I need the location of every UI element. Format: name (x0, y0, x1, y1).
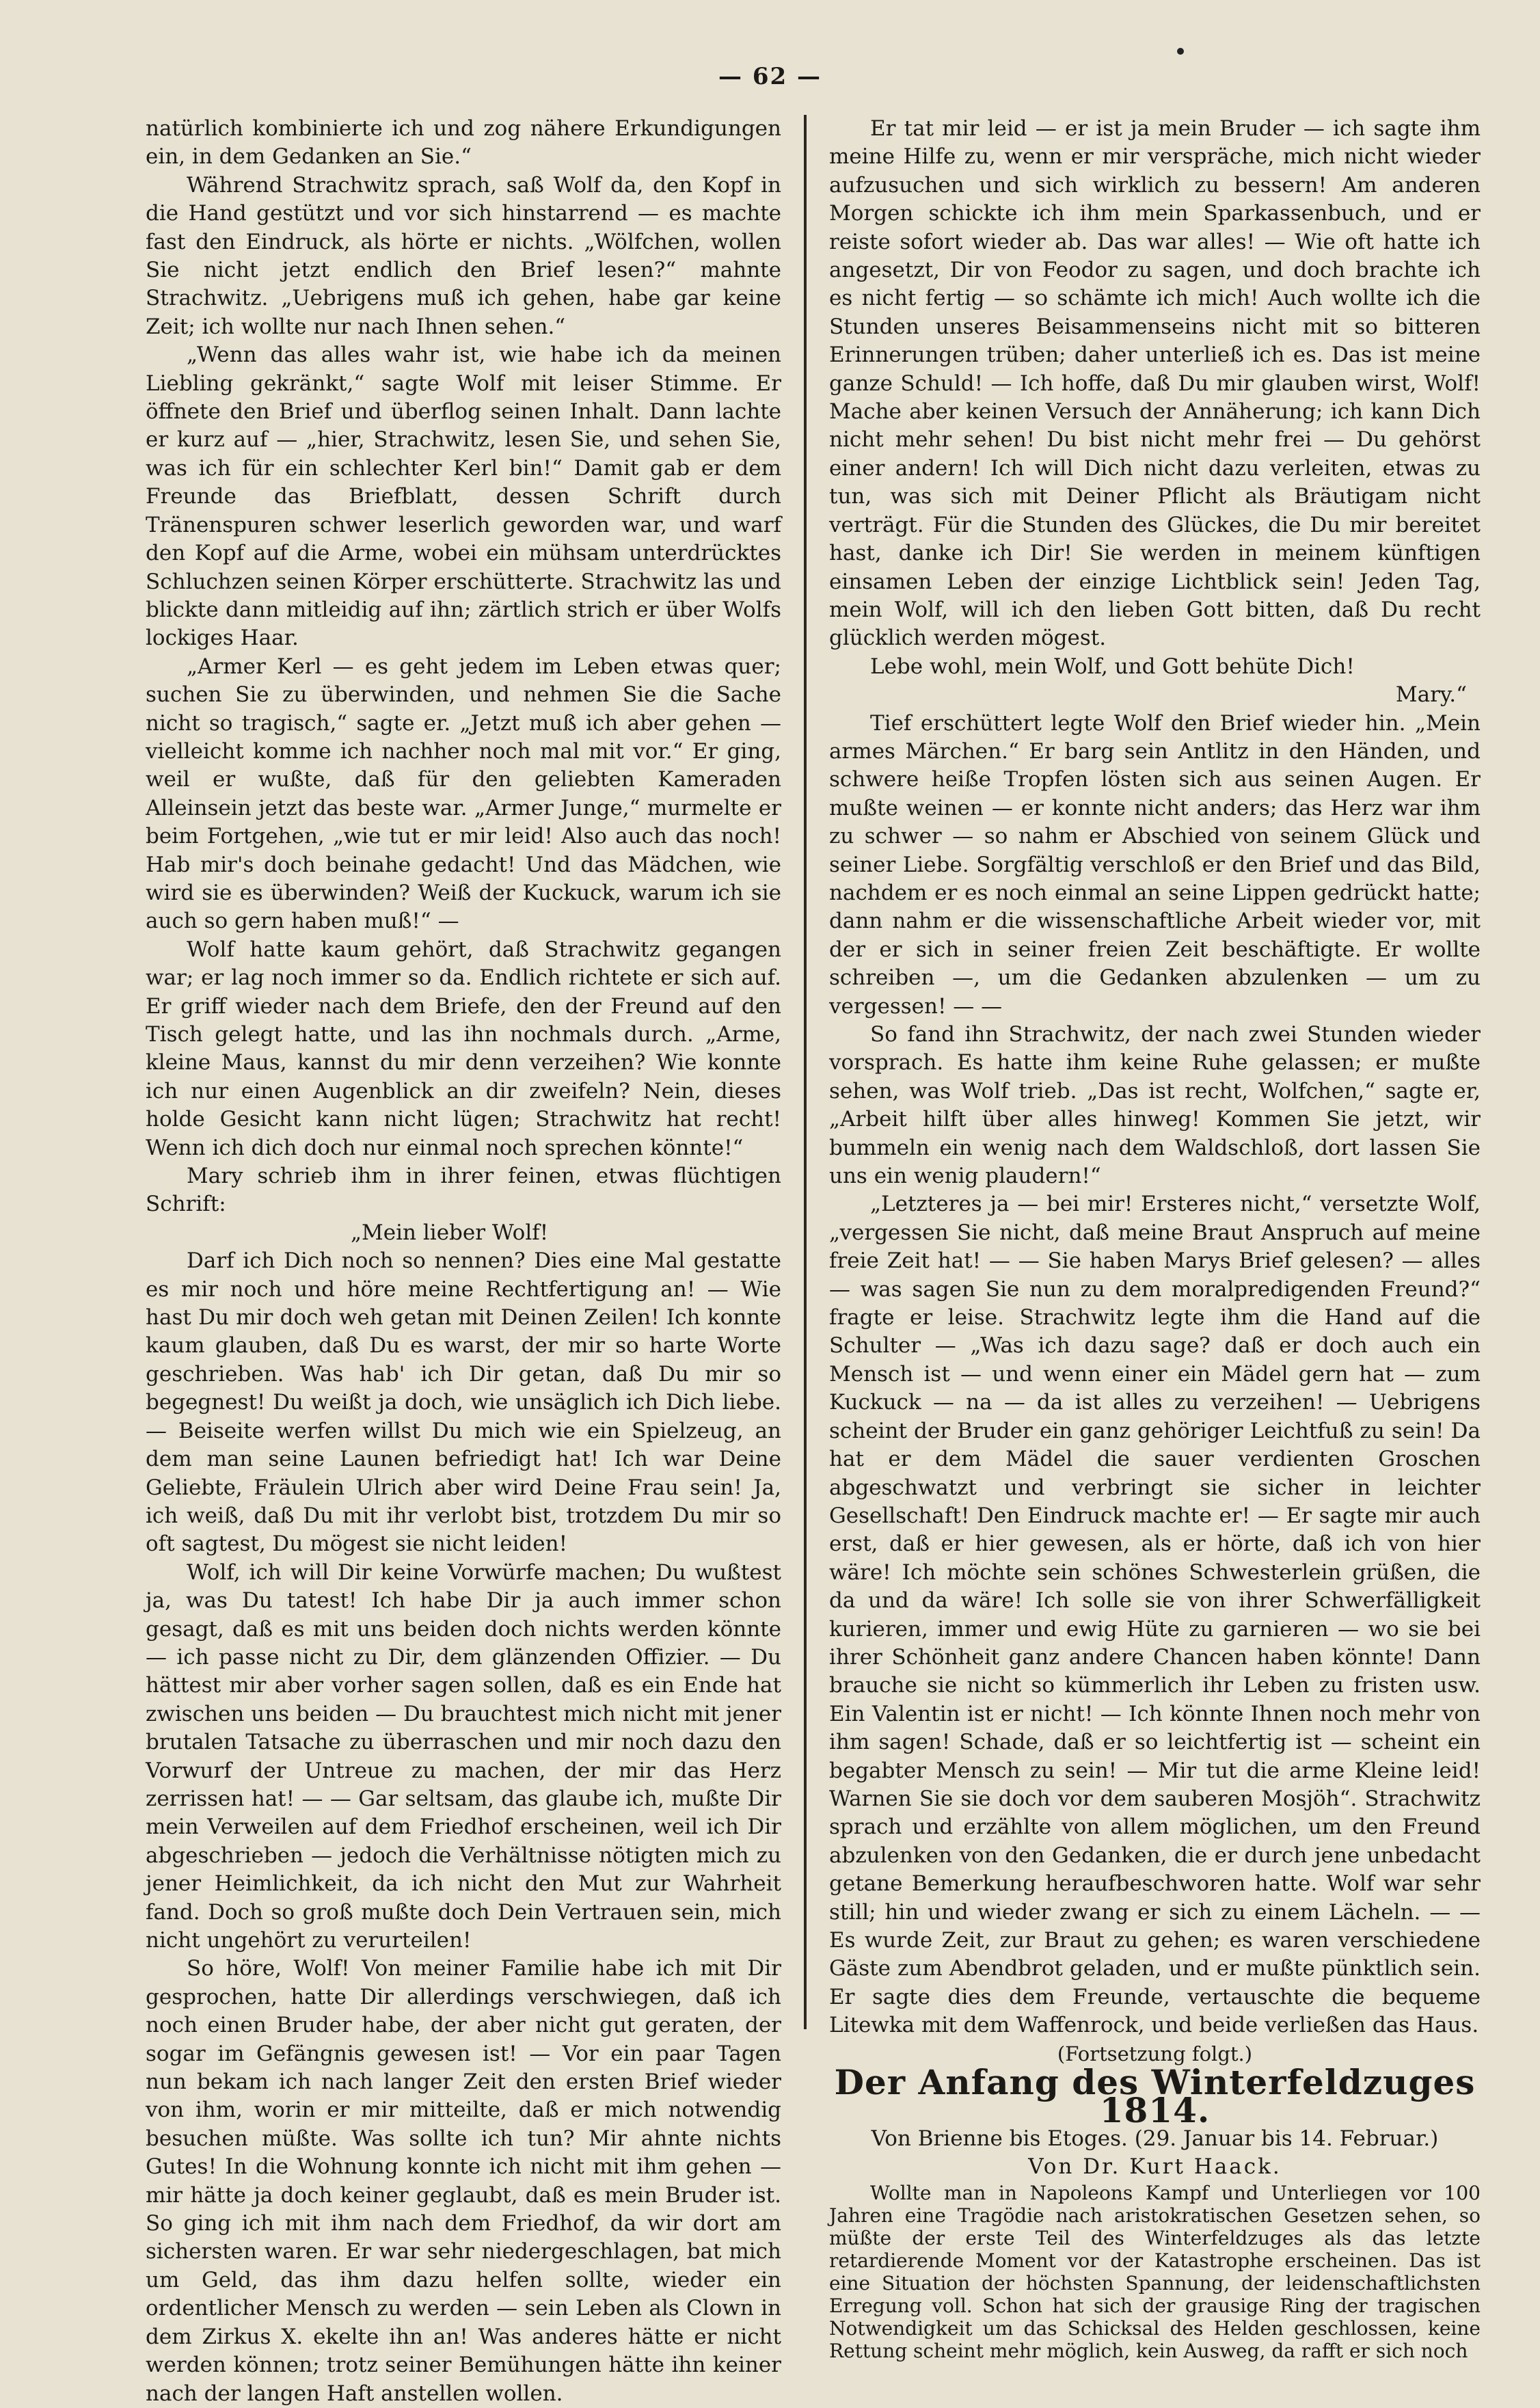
letter-paragraph: Darf ich Dich noch so nennen? Dies eine Mal gestatte es mir noch und höre meine Rechtfertigung an! — Wie hast Du mir doch weh getan mit Deinen Zeilen! Ich konnte kaum glauben, daß Du es warst, der mir so harte Worte geschrieben. Was hab' ich Dir getan, daß Du mir so begegnest! Du weißt ja doch, wie unsäglich ich Dich liebe. — Beiseite werfen willst Du mich wie ein Spielzeug, an dem man seine Launen befriedigt hat! Ich war Deine Geliebte, Fräulein Ulrich aber wird Deine Frau sein! Ja, ich weiß, daß Du mit ihr verlobt bist, trotzdem Du mir so oft sagtest, Du mögest sie nicht leiden! (146, 1248, 781, 1557)
paragraph: natürlich kombinierte ich und zog nähere Erkundigungen ein, in dem Gedanken an Sie.“ (146, 116, 781, 170)
letter-paragraph: So höre, Wolf! Von meiner Familie habe ich mit Dir gesprochen, hatte Dir allerdings verschwiegen, daß ich noch einen Bruder habe, der aber nicht gut geraten, der sogar im Gefängnis gewesen ist! — Vor ein paar Tagen nun bekam ich nach langer Zeit den ersten Brief wieder von ihm, worin er mir mitteilte, daß er mich notwendig besuchen müßte. Was sollte ich tun? Mir ahnte nichts Gutes! In die Wohnung konnte ich nicht mit ihm gehen — mir hätte ja doch keiner geglaubt, daß es mein Bruder ist. So ging ich mit ihm nach dem Friedhof, da wir dort am sichersten waren. Er war sehr niedergeschlagen, bat mich um Geld, das ihm dazu helfen sollte, wieder ein ordentlicher Mensch zu werden — sein Leben als Clown in dem Zirkus X. ekelte ihn an! Was anderes hätte er nicht werden können; trotz seiner Bemühungen hätte ihn keiner nach der langen Haft anstellen wollen. (146, 1956, 781, 2406)
letter-paragraph: Er tat mir leid — er ist ja mein Bruder — ich sagte ihm meine Hilfe zu, wenn er mir verspräche, mich nicht wieder aufzusuchen und sich wirklich zu bessern! Am anderen Morgen schickte ich ihm mein Sparkassenbuch, und er reiste sofort wieder ab. Das war alles! — Wie oft hatte ich angesetzt, Dir von Feodor zu sagen, und doch brachte ich es nicht fertig — so schämte ich mich! Auch wollte ich die Stunden unseres Beisammenseins nicht mit so bitteren Erinnerungen trüben; daher unterließ ich es. Das ist meine ganze Schuld! — Ich hoffe, daß Du mir glauben wirst, Wolf! Mache aber keinen Versuch der Annäherung; ich kann Dich nicht mehr sehen! Du bist nicht mehr frei — Du gehörst einer andern! Ich will Dich nicht dazu verleiten, etwas zu tun, was sich mit Deiner Pflicht als Bräutigam nicht verträgt. Für die Stunden des Glückes, die Du mir bereitet hast, danke ich Dir! Sie werden in meinem künftigen einsamen Leben der einzige Lichtblick sein! Jeden Tag, mein Wolf, will ich den lieben Gott bitten, daß Du recht glücklich werden mögest. (829, 116, 1481, 651)
paragraph: Während Strachwitz sprach, saß Wolf da, den Kopf in die Hand gestützt und vor sich hinstarrend — es machte fast den Eindruck, als hörte er nichts. „Wölfchen, wollen Sie nicht jetzt endlich den Brief lesen?“ mahnte Strachwitz. „Uebrigens muß ich gehen, habe gar keine Zeit; ich wollte nur nach Ihnen sehen.“ (146, 172, 781, 339)
letter-signature: Mary.“ (1395, 682, 1467, 708)
letter-salutation: „Mein lieber Wolf! (351, 1220, 549, 1245)
paragraph: „Wenn das alles wahr ist, wie habe ich da meinen Liebling gekränkt,“ sagte Wolf mit leiser Stimme. Er öffnete den Brief und überflog seinen Inhalt. Dann lachte er kurz auf — „hier, Strachwitz, lesen Sie, und sehen Sie, was ich für ein schlechter Kerl bin!“ Damit gab er dem Freunde das Briefblatt, dessen Schrift durch Tränenspuren schwer leserlich geworden war, und warf den Kopf auf die Arme, wobei ein mühsam unterdrücktes Schluchzen seinen Körper erschütterte. Strachwitz las und blickte dann mitleidig auf ihn; zärtlich strich er über Wolfs lockiges Haar. (146, 343, 781, 651)
paragraph: Tief erschüttert legte Wolf den Brief wieder hin. „Mein armes Märchen.“ Er barg sein Antlitz in den Händen, und schwere heiße Tropfen lösten sich aus seinen Augen. Er mußte weinen — er konnte nicht anders; das Herz war ihm zu schwer — so nahm er Abschied von seinem Glück und seiner Liebe. Sorgfältig verschloß er den Brief und das Bild, nachdem er es noch einmal an seine Lippen gedrückt hatte; dann nahm er die wissenschaftliche Arbeit wieder vor, mit der er sich in seiner freien Zeit beschäftigte. Er wollte schreiben —, um die Gedanken abzulenken — um zu vergessen! — — (829, 710, 1481, 1019)
article-subtitle: Von Brienne bis Etoges. (29. Januar bis 14. Februar.) (871, 2126, 1439, 2151)
paragraph: Wolf hatte kaum gehört, daß Strachwitz gegangen war; er lag noch immer so da. Endlich richtete er sich auf. Er griff wieder nach dem Briefe, den der Freund auf den Tisch gelegt hatte, und las ihn nochmals durch. „Arme, kleine Maus, kannst du mir denn verzeihen? Wie konnte ich nur einen Augenblick an dir zweifeln? Nein, dieses holde Gesicht kann nicht lügen; Strachwitz hat recht! Wenn ich dich doch nur einmal noch sprechen könnte!“ (146, 937, 781, 1160)
paragraph: „Letzteres ja — bei mir! Ersteres nicht,“ versetzte Wolf, „vergessen Sie nicht, daß meine Braut Anspruch auf meine freie Zeit hat! — — Sie haben Marys Brief gelesen? — alles — was sagen Sie nun zu dem moralpredigenden Freund?“ fragte er leise. Strachwitz legte ihm die Hand auf die Schulter — „Was ich dazu sage? daß er doch auch ein Mensch ist — und wenn einer ein Mädel gern hat — zum Kuckuck — na — da ist alles zu verzeihen! — Uebrigens scheint der Bruder ein ganz gehöriger Leichtfuß zu sein! Da hat er dem Mädel die sauer verdienten Groschen abgeschwatzt und verbringt sie sicher in leichter Gesellschaft! Den Eindruck machte er! — Er sagte mir auch erst, daß er hier gewesen, als er hörte, daß ich von hier wäre! Ich möchte sein schönes Schwesterlein grüßen, die da und da wäre! Ich solle sie von ihrer Schwerfälligkeit kurieren, immer und ewig Hüte zu garnieren — wo sie bei ihrer Schönheit ganz andere Chancen haben könnte! Dann brauche sie nicht so kümmerlich ihr Leben zu fristen usw. Ein Valentin ist er nicht! — Ich könnte Ihnen noch mehr von ihm sagen! Schade, daß er so leichtfertig ist — scheint ein begabter Mensch zu sein! — Mir tut die arme Kleine leid! Warnen Sie sie doch vor dem sauberen Mosjöh“. Strachwitz sprach und erzählte von allem möglichen, um den Freund abzulenken von den Gedanken, die er durch jene unbedacht getane Bemerkung heraufbeschworen hatte. Wolf war sehr still; hin und wieder zwang er sich zu einem Lächeln. — — Es wurde Zeit, zur Braut zu gehen; es waren verschiedene Gäste zum Abendbrot geladen, und er mußte pünktlich sein. Er sagte dies dem Freunde, vertauschte die bequeme Litewka mit dem Waffenrock, und beide verließen das Haus. (829, 1192, 1481, 2038)
page-number: — 62 — (718, 63, 822, 90)
continuation-note: (Fortsetzung folgt.) (1057, 2042, 1253, 2065)
right-column (829, 115, 1481, 2362)
paragraph: Mary schrieb ihm in ihrer feinen, etwas flüchtigen Schrift: (146, 1164, 781, 1217)
paragraph: Wollte man in Napoleons Kampf und Unterliegen vor 100 Jahren eine Tragödie nach aristokratischen Gesetzen sehen, so müßte der erste Teil des Winterfeldzuges als das letzte retardierende Moment vor der Katastrophe erscheinen. Das ist eine Situation der höchsten Spannung, der leidenschaftlichsten Erregung voll. Schon hat sich der grausige Ring der tragischen Notwendigkeit um das Schicksal des Helden geschlossen, keine Rettung scheint mehr möglich, kein Ausweg, da rafft er sich noch (829, 2181, 1481, 2362)
article-title: Der Anfang des Winterfeldzuges 1814. (834, 2062, 1476, 2131)
column-divider (804, 115, 807, 2029)
letter-paragraph: Wolf, ich will Dir keine Vorwürfe machen; Du wußtest ja, was Du tatest! Ich habe Dir ja auch immer schon gesagt, daß es mit uns beiden doch nichts werden könnte — ich passe nicht zu Dir, dem glänzenden Offizier. — Du hättest mir aber vorher sagen sollen, daß es ein Ende hat zwischen uns beiden — Du brauchtest mich nicht mit jener brutalen Tatsache zu überraschen und mir noch dazu den Vorwurf der Untreue zu machen, der mir das Herz zerrissen hat! — — Gar seltsam, das glaube ich, mußte Dir mein Verweilen auf dem Friedhof erscheinen, weil ich Dir abgeschrieben — jedoch die Verhältnisse nötigten mich zu jener Heimlichkeit, da ich nicht den Mut zur Wahrheit fand. Doch so groß mußte doch Dein Vertrauen sein, mich nicht ungehört zu verurteilen! (146, 1560, 781, 1953)
left-column (146, 115, 781, 2406)
letter-closing: Lebe wohl, mein Wolf, und Gott behüte Dich! (870, 654, 1355, 679)
paragraph: „Armer Kerl — es geht jedem im Leben etwas quer; suchen Sie zu überwinden, und nehmen Sie die Sache nicht so tragisch,“ sagte er. „Jetzt muß ich aber gehen — vielleicht komme ich nachher noch mal mit vor.“ Er ging, weil er wußte, daß für den geliebten Kameraden Alleinsein jetzt das beste war. „Armer Junge,“ murmelte er beim Fortgehen, „wie tut er mir leid! Also auch das noch! Hab mir's doch beinahe gedacht! Und das Mädchen, wie wird sie es überwinden? Weiß der Kuckuck, warum ich sie auch so gern haben muß!“ — (146, 654, 781, 934)
article-body (829, 2182, 1481, 2362)
ink-dot (1177, 48, 1184, 55)
article-author: Von Dr. Kurt Haack. (1028, 2154, 1282, 2180)
paragraph: So fand ihn Strachwitz, der nach zwei Stunden wieder vorsprach. Es hatte ihm keine Ruhe gelassen; er mußte sehen, was Wolf trieb. „Das ist recht, Wolfchen,“ sagte er, „Arbeit hilft über alles hinweg! Kommen Sie jetzt, wir bummeln ein wenig nach dem Waldschloß, dort lassen Sie uns ein wenig plaudern!“ (829, 1022, 1481, 1189)
